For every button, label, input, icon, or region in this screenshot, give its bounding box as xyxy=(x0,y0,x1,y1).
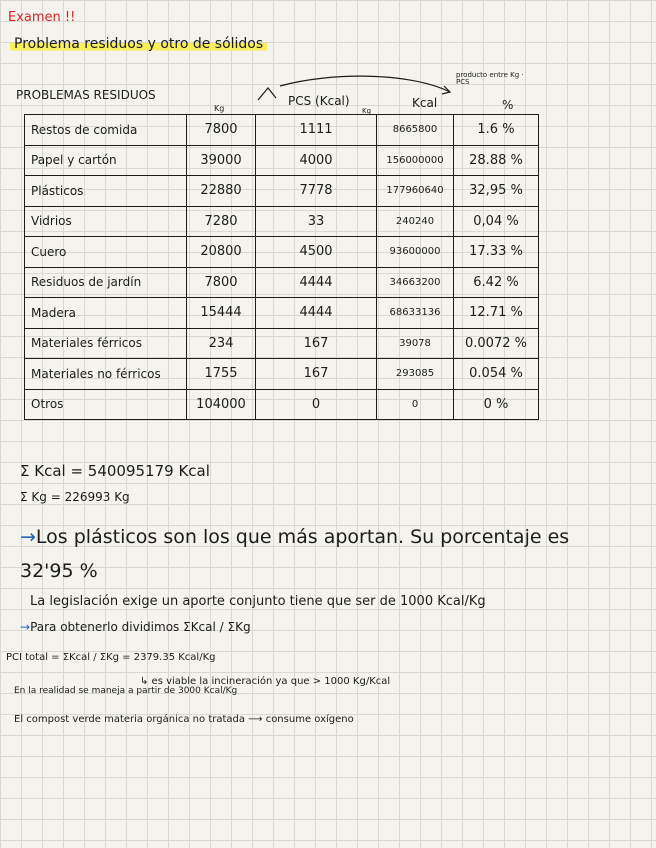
cell-kcal: 93600000 xyxy=(377,237,454,268)
cell-pct: 0 % xyxy=(454,389,539,420)
cell-pcs: 1111 xyxy=(256,115,377,146)
cell-pct: 12.71 % xyxy=(454,298,539,329)
arrow-bullet-icon: → xyxy=(20,620,31,634)
table-row xyxy=(25,237,539,268)
sum-kcal: Σ Kcal = 540095179 Kcal xyxy=(20,462,210,480)
table-row xyxy=(25,145,539,176)
cell-kg: 7280 xyxy=(187,206,256,237)
row-name: Materiales férricos xyxy=(25,328,187,359)
cell-pcs: 4444 xyxy=(256,267,377,298)
obtain-text: Para obtenerlo dividimos ΣKcal / ΣKg xyxy=(30,620,251,634)
cell-kcal: 68633136 xyxy=(377,298,454,329)
cell-kcal: 177960640 xyxy=(377,176,454,207)
row-name: Madera xyxy=(25,298,187,329)
cell-pct: 0.054 % xyxy=(454,359,539,390)
cell-kg: 15444 xyxy=(187,298,256,329)
row-name: Otros xyxy=(25,389,187,420)
reality-note: En la realidad se maneja a partir de 3000 Kcal/Kg xyxy=(14,686,238,696)
cell-pct: 0.0072 % xyxy=(454,328,539,359)
cell-pcs: 167 xyxy=(256,359,377,390)
cell-pct: 32,95 % xyxy=(454,176,539,207)
arrow-note: producto entre Kg · PCS xyxy=(456,71,524,86)
cell-kcal: 293085 xyxy=(377,359,454,390)
table-row xyxy=(25,359,539,390)
pci-formula: PCI total = ΣKcal / ΣKg = 2379.35 Kcal/Kg xyxy=(6,652,216,663)
exam-heading: Examen !! xyxy=(8,10,76,25)
plastics-percentage: 32'95 % xyxy=(20,560,98,582)
cell-kg: 22880 xyxy=(187,176,256,207)
cell-pcs: 4000 xyxy=(256,145,377,176)
cell-kcal: 34663200 xyxy=(377,267,454,298)
table-row xyxy=(25,328,539,359)
table-row xyxy=(25,176,539,207)
row-name: Vidrios xyxy=(25,206,187,237)
plastics-note xyxy=(20,526,569,548)
cell-kg: 20800 xyxy=(187,237,256,268)
plastics-text: Los plásticos son los que más aportan. Su porcentaje es xyxy=(35,526,570,548)
arrow-bullet-icon: → xyxy=(20,526,36,548)
col-header-kg: Kg xyxy=(214,104,225,113)
cell-pct: 1.6 % xyxy=(454,115,539,146)
cell-kcal: 156000000 xyxy=(377,145,454,176)
cell-pct: 17.33 % xyxy=(454,237,539,268)
cell-kcal: 0 xyxy=(377,389,454,420)
row-name: Residuos de jardín xyxy=(25,267,187,298)
cell-kg: 1755 xyxy=(187,359,256,390)
row-name: Restos de comida xyxy=(25,115,187,146)
cell-pcs: 4444 xyxy=(256,298,377,329)
cell-pcs: 167 xyxy=(256,328,377,359)
cell-pcs: 7778 xyxy=(256,176,377,207)
obtain-note xyxy=(20,620,251,634)
table-title: PROBLEMAS RESIDUOS xyxy=(16,88,156,102)
table-row xyxy=(25,389,539,420)
cell-kg: 234 xyxy=(187,328,256,359)
row-name: Cuero xyxy=(25,237,187,268)
cell-kg: 7800 xyxy=(187,115,256,146)
table-row xyxy=(25,206,539,237)
cell-pct: 6.42 % xyxy=(454,267,539,298)
curved-arrow-icon xyxy=(250,70,460,110)
col-header-pcs-unit: Kg xyxy=(362,107,372,115)
cell-kcal: 240240 xyxy=(377,206,454,237)
legislation-note: La legislación exige un aporte conjunto tiene que ser de 1000 Kcal/Kg xyxy=(30,594,486,609)
col-header-pct: % xyxy=(502,98,514,112)
viable-note: ↳ es viable la incineración ya que > 1000 Kg/Kcal xyxy=(140,676,391,687)
cell-kg: 7800 xyxy=(187,267,256,298)
table-row xyxy=(25,115,539,146)
table-row xyxy=(25,298,539,329)
sum-kg: Σ Kg = 226993 Kg xyxy=(20,490,130,504)
cell-pcs: 33 xyxy=(256,206,377,237)
cell-kg: 39000 xyxy=(187,145,256,176)
col-header-kcal: Kcal xyxy=(412,96,438,110)
cell-pcs: 0 xyxy=(256,389,377,420)
subtitle-highlighted: Problema residuos y otro de sólidos xyxy=(10,36,267,52)
residues-table xyxy=(24,114,539,420)
cell-kcal: 39078 xyxy=(377,328,454,359)
row-name: Papel y cartón xyxy=(25,145,187,176)
table-row xyxy=(25,267,539,298)
row-name: Materiales no férricos xyxy=(25,359,187,390)
cell-kcal: 8665800 xyxy=(377,115,454,146)
cell-pct: 28.88 % xyxy=(454,145,539,176)
cell-pct: 0,04 % xyxy=(454,206,539,237)
col-header-pcs: PCS (Kcal) xyxy=(288,94,350,108)
cell-pcs: 4500 xyxy=(256,237,377,268)
row-name: Plásticos xyxy=(25,176,187,207)
cell-kg: 104000 xyxy=(187,389,256,420)
compost-note: El compost verde materia orgánica no tratada ⟶ consume oxígeno xyxy=(14,714,354,725)
